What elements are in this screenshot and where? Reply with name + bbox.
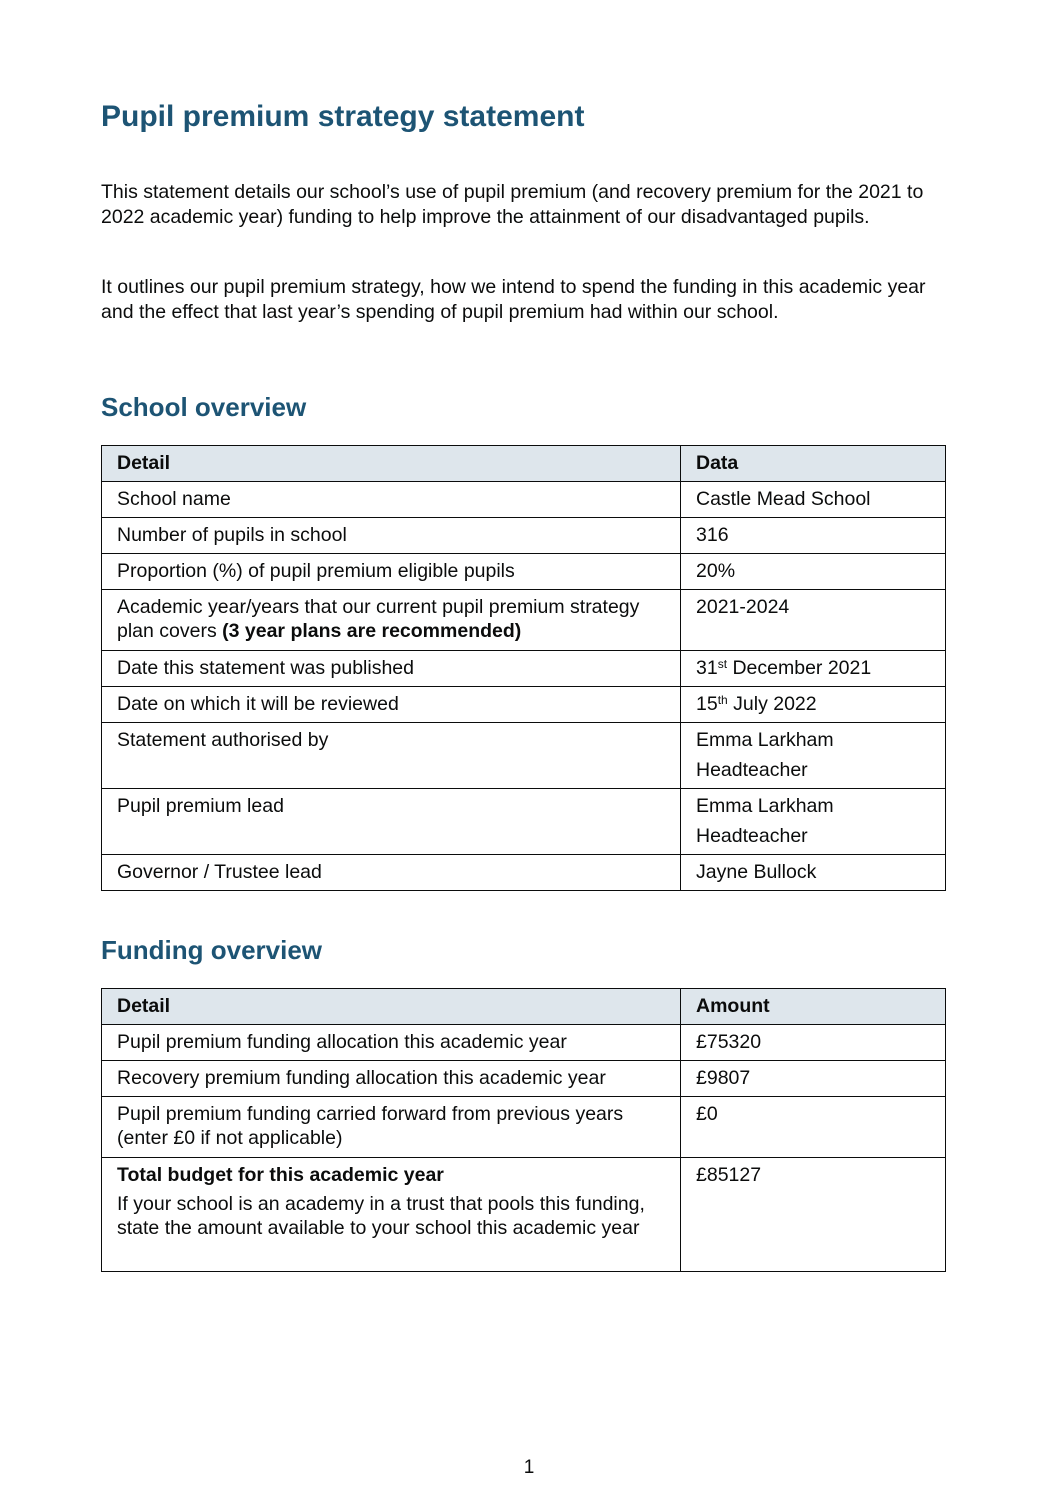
data-cell	[681, 651, 946, 687]
detail-cell: Date this statement was published	[102, 651, 681, 687]
table-row	[102, 518, 946, 554]
detail-cell: Statement authorised by	[102, 723, 681, 789]
table-row	[102, 1097, 946, 1158]
table-row	[102, 1025, 946, 1061]
funding-overview-table	[101, 988, 946, 1272]
person-name: Emma Larkham	[696, 795, 834, 817]
person-name: Emma Larkham	[696, 729, 834, 751]
school-overview-table	[101, 445, 946, 891]
data-cell: Castle Mead School	[681, 482, 946, 518]
date-rest: July 2022	[727, 693, 817, 715]
detail-cell: Recovery premium funding allocation this academic year	[102, 1061, 681, 1097]
detail-cell	[102, 1158, 681, 1272]
intro-paragraph: This statement details our school’s use of pupil premium (and recovery premium for the 2021 to 2022 academic year) funding to help improve the attainment of our disadvantaged pupils.	[101, 181, 924, 228]
table-row	[102, 482, 946, 518]
page-number: 1	[523, 1457, 535, 1478]
table-row	[102, 1158, 946, 1272]
table-row	[102, 554, 946, 590]
column-header: Amount	[681, 989, 946, 1025]
data-cell: 2021-2024	[681, 590, 946, 651]
data-cell: 316	[681, 518, 946, 554]
total-budget-label: Total budget for this academic year	[117, 1164, 444, 1186]
school-overview-heading: School overview	[101, 392, 307, 422]
person-role: Headteacher	[696, 759, 808, 781]
data-cell	[681, 687, 946, 723]
data-cell: Jayne Bullock	[681, 855, 946, 891]
table-row	[102, 590, 946, 651]
person-role: Headteacher	[696, 825, 808, 847]
data-cell	[681, 789, 946, 855]
detail-cell: Governor / Trustee lead	[102, 855, 681, 891]
amount-cell: £85127	[681, 1158, 946, 1272]
detail-emphasis: (3 year plans are recommended)	[222, 620, 522, 642]
data-cell: 20%	[681, 554, 946, 590]
table-header-row	[102, 989, 946, 1025]
table-row	[102, 855, 946, 891]
date-day: 31	[696, 657, 718, 679]
funding-overview-heading: Funding overview	[101, 935, 323, 965]
page-title: Pupil premium strategy statement	[101, 100, 585, 133]
detail-cell: Number of pupils in school	[102, 518, 681, 554]
ordinal-suffix: th	[717, 693, 728, 707]
amount-cell: £0	[681, 1097, 946, 1158]
ordinal-suffix: st	[717, 657, 728, 671]
column-header: Data	[681, 446, 946, 482]
amount-cell: £75320	[681, 1025, 946, 1061]
intro-paragraph: It outlines our pupil premium strategy, how we intend to spend the funding in this academic year and the effect that last year’s spending of pupil premium had within our school.	[101, 276, 926, 323]
detail-text: Academic year/years that our current pupil premium strategy plan covers	[117, 596, 640, 642]
table-row	[102, 1061, 946, 1097]
table-row	[102, 789, 946, 855]
data-cell	[681, 723, 946, 789]
detail-cell: Pupil premium funding allocation this academic year	[102, 1025, 681, 1061]
detail-cell: School name	[102, 482, 681, 518]
table-row	[102, 687, 946, 723]
detail-cell: Pupil premium lead	[102, 789, 681, 855]
date-day: 15	[696, 693, 718, 715]
detail-cell: Date on which it will be reviewed	[102, 687, 681, 723]
detail-cell: Pupil premium funding carried forward from previous years (enter £0 if not applicable)	[102, 1097, 681, 1158]
table-row	[102, 651, 946, 687]
column-header: Detail	[102, 446, 681, 482]
column-header: Detail	[102, 989, 681, 1025]
date-rest: December 2021	[727, 657, 872, 679]
table-header-row	[102, 446, 946, 482]
table-row	[102, 723, 946, 789]
total-budget-note: If your school is an academy in a trust that pools this funding, state the amount available to your school this academic year	[117, 1193, 645, 1239]
detail-cell: Proportion (%) of pupil premium eligible pupils	[102, 554, 681, 590]
amount-cell: £9807	[681, 1061, 946, 1097]
detail-cell	[102, 590, 681, 651]
